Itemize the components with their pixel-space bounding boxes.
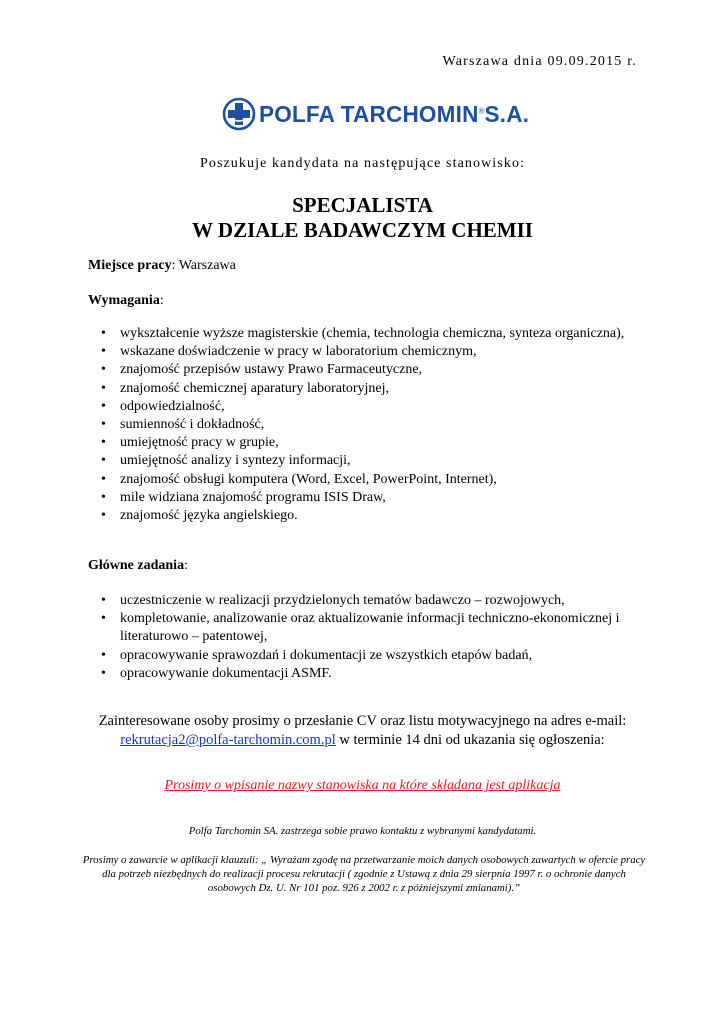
pharmacy-cross-icon [222,97,256,131]
list-item: • sumienność i dokładność, [88,416,648,434]
job-title [0,193,725,243]
location-label: Miejsce pracy [88,258,172,273]
reserve-note: Polfa Tarchomin SA. zastrzega sobie prawo kontaktu z wybranymi kandydatami. [188,825,537,837]
contact-info [0,712,725,750]
email-link[interactable]: rekrutacja2@polfa-tarchomin.com.pl [120,732,336,748]
tasks-list [88,592,648,683]
list-item: • opracowywanie sprawozdań i dokumentacji ze wszystkich etapów badań, [88,647,648,665]
list-item: • znajomość obsługi komputera (Word, Excel, PowerPoint, Internet), [88,471,648,489]
list-item: • wykształcenie wyższe magisterskie (chemia, technologia chemiczna, synteza organiczna), [88,325,648,343]
list-item: • umiejętność pracy w grupie, [88,434,648,452]
list-item: • znajomość chemicznej aparatury laboratoryjnej, [88,380,648,398]
list-item: • opracowywanie dokumentacji ASMF. [88,665,648,683]
contact-line-2: rekrutacja2@polfa-tarchomin.com.pl w terminie 14 dni od ukazania się ogłoszenia: [120,732,605,748]
list-item: • znajomość języka angielskiego. [88,507,648,525]
tasks-label: Główne zadania [88,558,185,573]
requirements-list [88,325,648,525]
company-logo [222,96,535,132]
application-notice: Prosimy o wpisanie nazwy stanowiska na które składana jest aplikacja [164,778,561,793]
list-item: • wskazane doświadczenie w pracy w laboratorium chemicznym, [88,343,648,361]
list-item: • znajomość przepisów ustawy Prawo Farmaceutyczne, [88,361,648,379]
list-item: • odpowiedzialność, [88,398,648,416]
location-value: : Warszawa [171,258,236,273]
list-item: • kompletowanie, analizowanie oraz aktualizowanie informacji techniczno-ekonomicznej i literaturowo – patentowej, [88,610,648,646]
location-field [88,258,236,274]
requirements-label: Wymagania [88,293,160,308]
list-item: • umiejętność analizy i syntezy informacji, [88,452,648,470]
intro-text: Poszukuje kandydata na następujące stanowisko: [199,156,526,171]
logo-wordmark: POLFA TARCHOMIN®S.A. [259,100,530,127]
job-title-line-1: SPECJALISTA [292,193,433,217]
tasks-heading: Główne zadania: [88,558,188,573]
requirements-heading: Wymagania: [88,293,164,308]
document-date: Warszawa dnia 09.09.2015 r. [442,54,637,69]
list-item: • uczestniczenie w realizacji przydzielonych tematów badawczo – rozwojowych, [88,592,648,610]
list-item: • mile widziana znajomość programu ISIS Draw, [88,489,648,507]
contact-line-1: Zainteresowane osoby prosimy o przesłanie CV oraz listu motywacyjnego na adres e-mail: [98,713,627,729]
job-title-line-2: W DZIALE BADAWCZYM CHEMII [192,218,533,242]
privacy-clause: Prosimy o zawarcie w aplikacji klauzuli: „ Wyrażam zgodę na przetwarzanie moich danych osobowych zawartych w ofercie pracy dla potrzeb niezbędnych do realizacji procesu rekrutacji ( zgodnie z Ustawą z dnia 29 sierpnia 1997 r. o ochronie danych osobowych Dz. U. Nr 101 poz. 926 z 2002 r. z późniejszymi zmianami).” [82,854,646,894]
